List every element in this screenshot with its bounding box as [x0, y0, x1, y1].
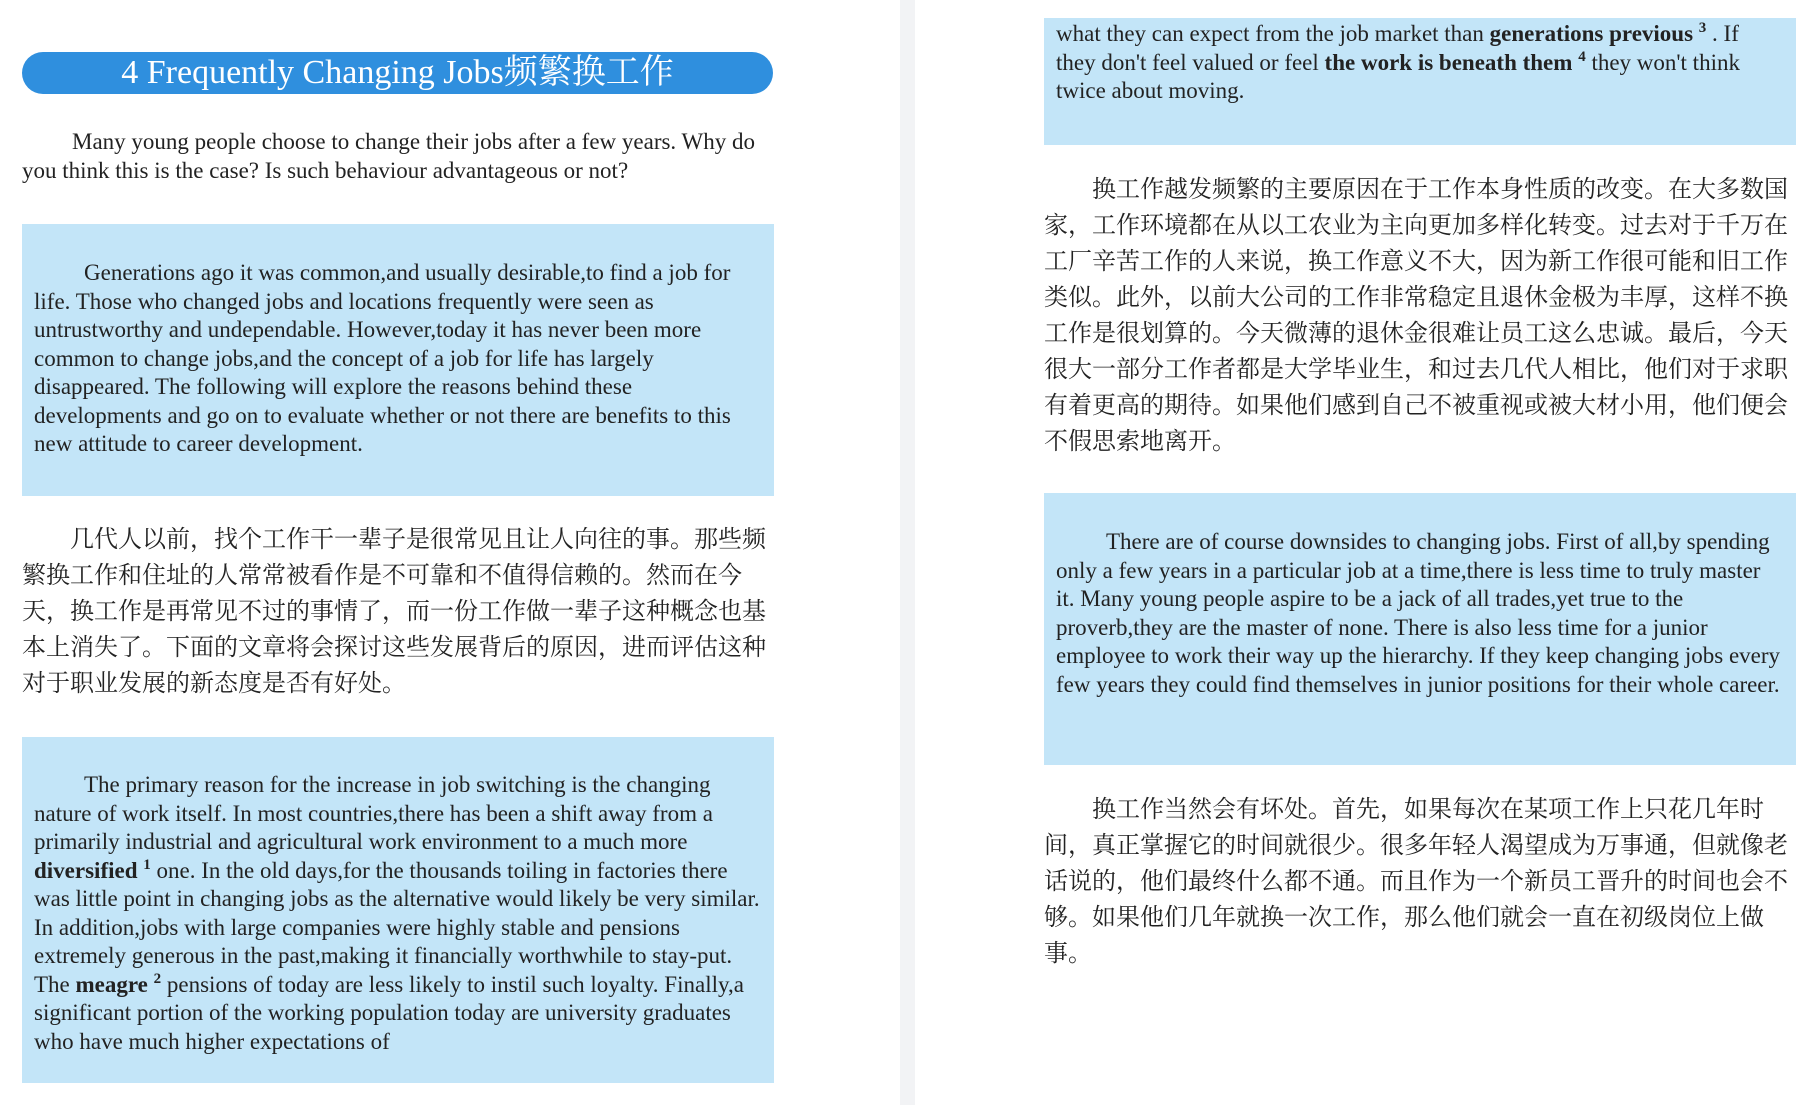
right-page — [915, 0, 1813, 1105]
paragraph-2-zh: 换工作越发频繁的主要原因在于工作本身性质的改变。在大多数国家，工作环境都在从以工农业为主向更加多样化转变。过去对于千万在工厂辛苦工作的人来说，换工作意义不大，因为新工作很可能和旧工作类似。此外，以前大公司的工作非常稳定且退休金极为丰厚，这样不换工作是很划算的。今天微薄的退休金很难让员工这么忠诚。最后，今天很大一部分工作者都是大学毕业生，和过去几代人相比，他们对于求职有着更高的期待。如果他们感到自己不被重视或被大材小用，他们便会不假思索地离开。 — [1044, 175, 1788, 455]
paragraph-2-text-c: pensions of today are less likely to instil such loyalty. Finally,a significant portion of the working population today are university graduates who have much higher expectations of — [34, 971, 744, 1054]
paragraph-2-text-b: one. In the old days,for the thousands toiling in factories there was little point in changing jobs as the alternative would likely be very similar. In addition,jobs with large companies were highly stable and pensions extremely generous in the past,making it financially worthwhile to stay-put. The — [34, 857, 760, 997]
vocab-meagre: meagre — [75, 971, 148, 997]
paragraph-2-cont-text-a: what they can expect from the job market than — [1056, 21, 1484, 46]
footnote-2: 2 — [153, 970, 162, 987]
paragraph-2-continued-box — [1044, 18, 1796, 145]
footnote-1: 1 — [143, 856, 151, 873]
chapter-title: 4 Frequently Changing Jobs频繁换工作 — [22, 52, 773, 94]
paragraph-3-en: There are of course downsides to changing jobs. First of all,by spending only a few years in a particular job at a time,there is less time to truly master it. Many young people aspire to be a jack of all trades,yet true to the proverb,they are the master of none. There is also less time for a junior employee to work their way up the hierarchy. If they keep changing jobs every few years they could find themselves in junior positions for their whole career. — [1056, 529, 1781, 697]
paragraph-1-en: Generations ago it was common,and usually desirable,to find a job for life. Those who changed jobs and locations frequently were seen as untrustworthy and undependable. However,today it has never been more common to change jobs,and the concept of a job for life has largely disappeared. The following will explore the reasons behind these developments and go on to evaluate whether or not there are benefits to this new attitude to career development. — [34, 260, 731, 456]
left-page — [0, 0, 900, 1105]
page-gutter — [900, 0, 915, 1105]
paragraph-1-box — [22, 224, 774, 496]
paragraph-2-text-a: The primary reason for the increase in job switching is the changing nature of work itself. In most countries,there has been a shift away from a primarily industrial and agricultural work environment to a much more — [34, 772, 713, 854]
paragraph-2-continued-en — [1056, 20, 1784, 106]
footnote-3: 3 — [1698, 20, 1707, 36]
paragraph-3-zh: 换工作当然会有坏处。首先，如果每次在某项工作上只花几年时间，真正掌握它的时间就很少。很多年轻人渴望成为万事通，但就像老话说的，他们最终什么都不通。而且作为一个新员工晋升的时间也会不够。如果他们几年就换一次工作，那么他们就会一直在初级岗位上做事。 — [1044, 795, 1788, 967]
vocab-generations-previous: generations previous — [1489, 21, 1694, 46]
paragraph-2-box — [22, 737, 774, 1083]
paragraph-1-zh: 几代人以前，找个工作干一辈子是很常见且让人向往的事。那些频繁换工作和住址的人常常被看作是不可靠和不值得信赖的。然而在今天，换工作是再常见不过的事情了，而一份工作做一辈子这种概念也基本上消失了。下面的文章将会探讨这些发展背后的原因，进而评估这种对于职业发展的新态度是否有好处。 — [22, 525, 766, 697]
footnote-4: 4 — [1578, 48, 1586, 65]
paragraph-3-box — [1044, 493, 1796, 765]
essay-question: Many young people choose to change their jobs after a few years. Why do you think this is the case? Is such behaviour advantageous or not? — [22, 129, 755, 183]
vocab-diversified: diversified — [34, 857, 138, 883]
paragraph-2-cont-text-c: they won't think twice about moving. — [1056, 49, 1740, 103]
vocab-beneath-them: the work is beneath them — [1324, 49, 1573, 75]
paragraph-2-cont-text-b: . If they don't feel valued or feel — [1056, 21, 1739, 75]
paragraph-2-en — [34, 771, 762, 1056]
